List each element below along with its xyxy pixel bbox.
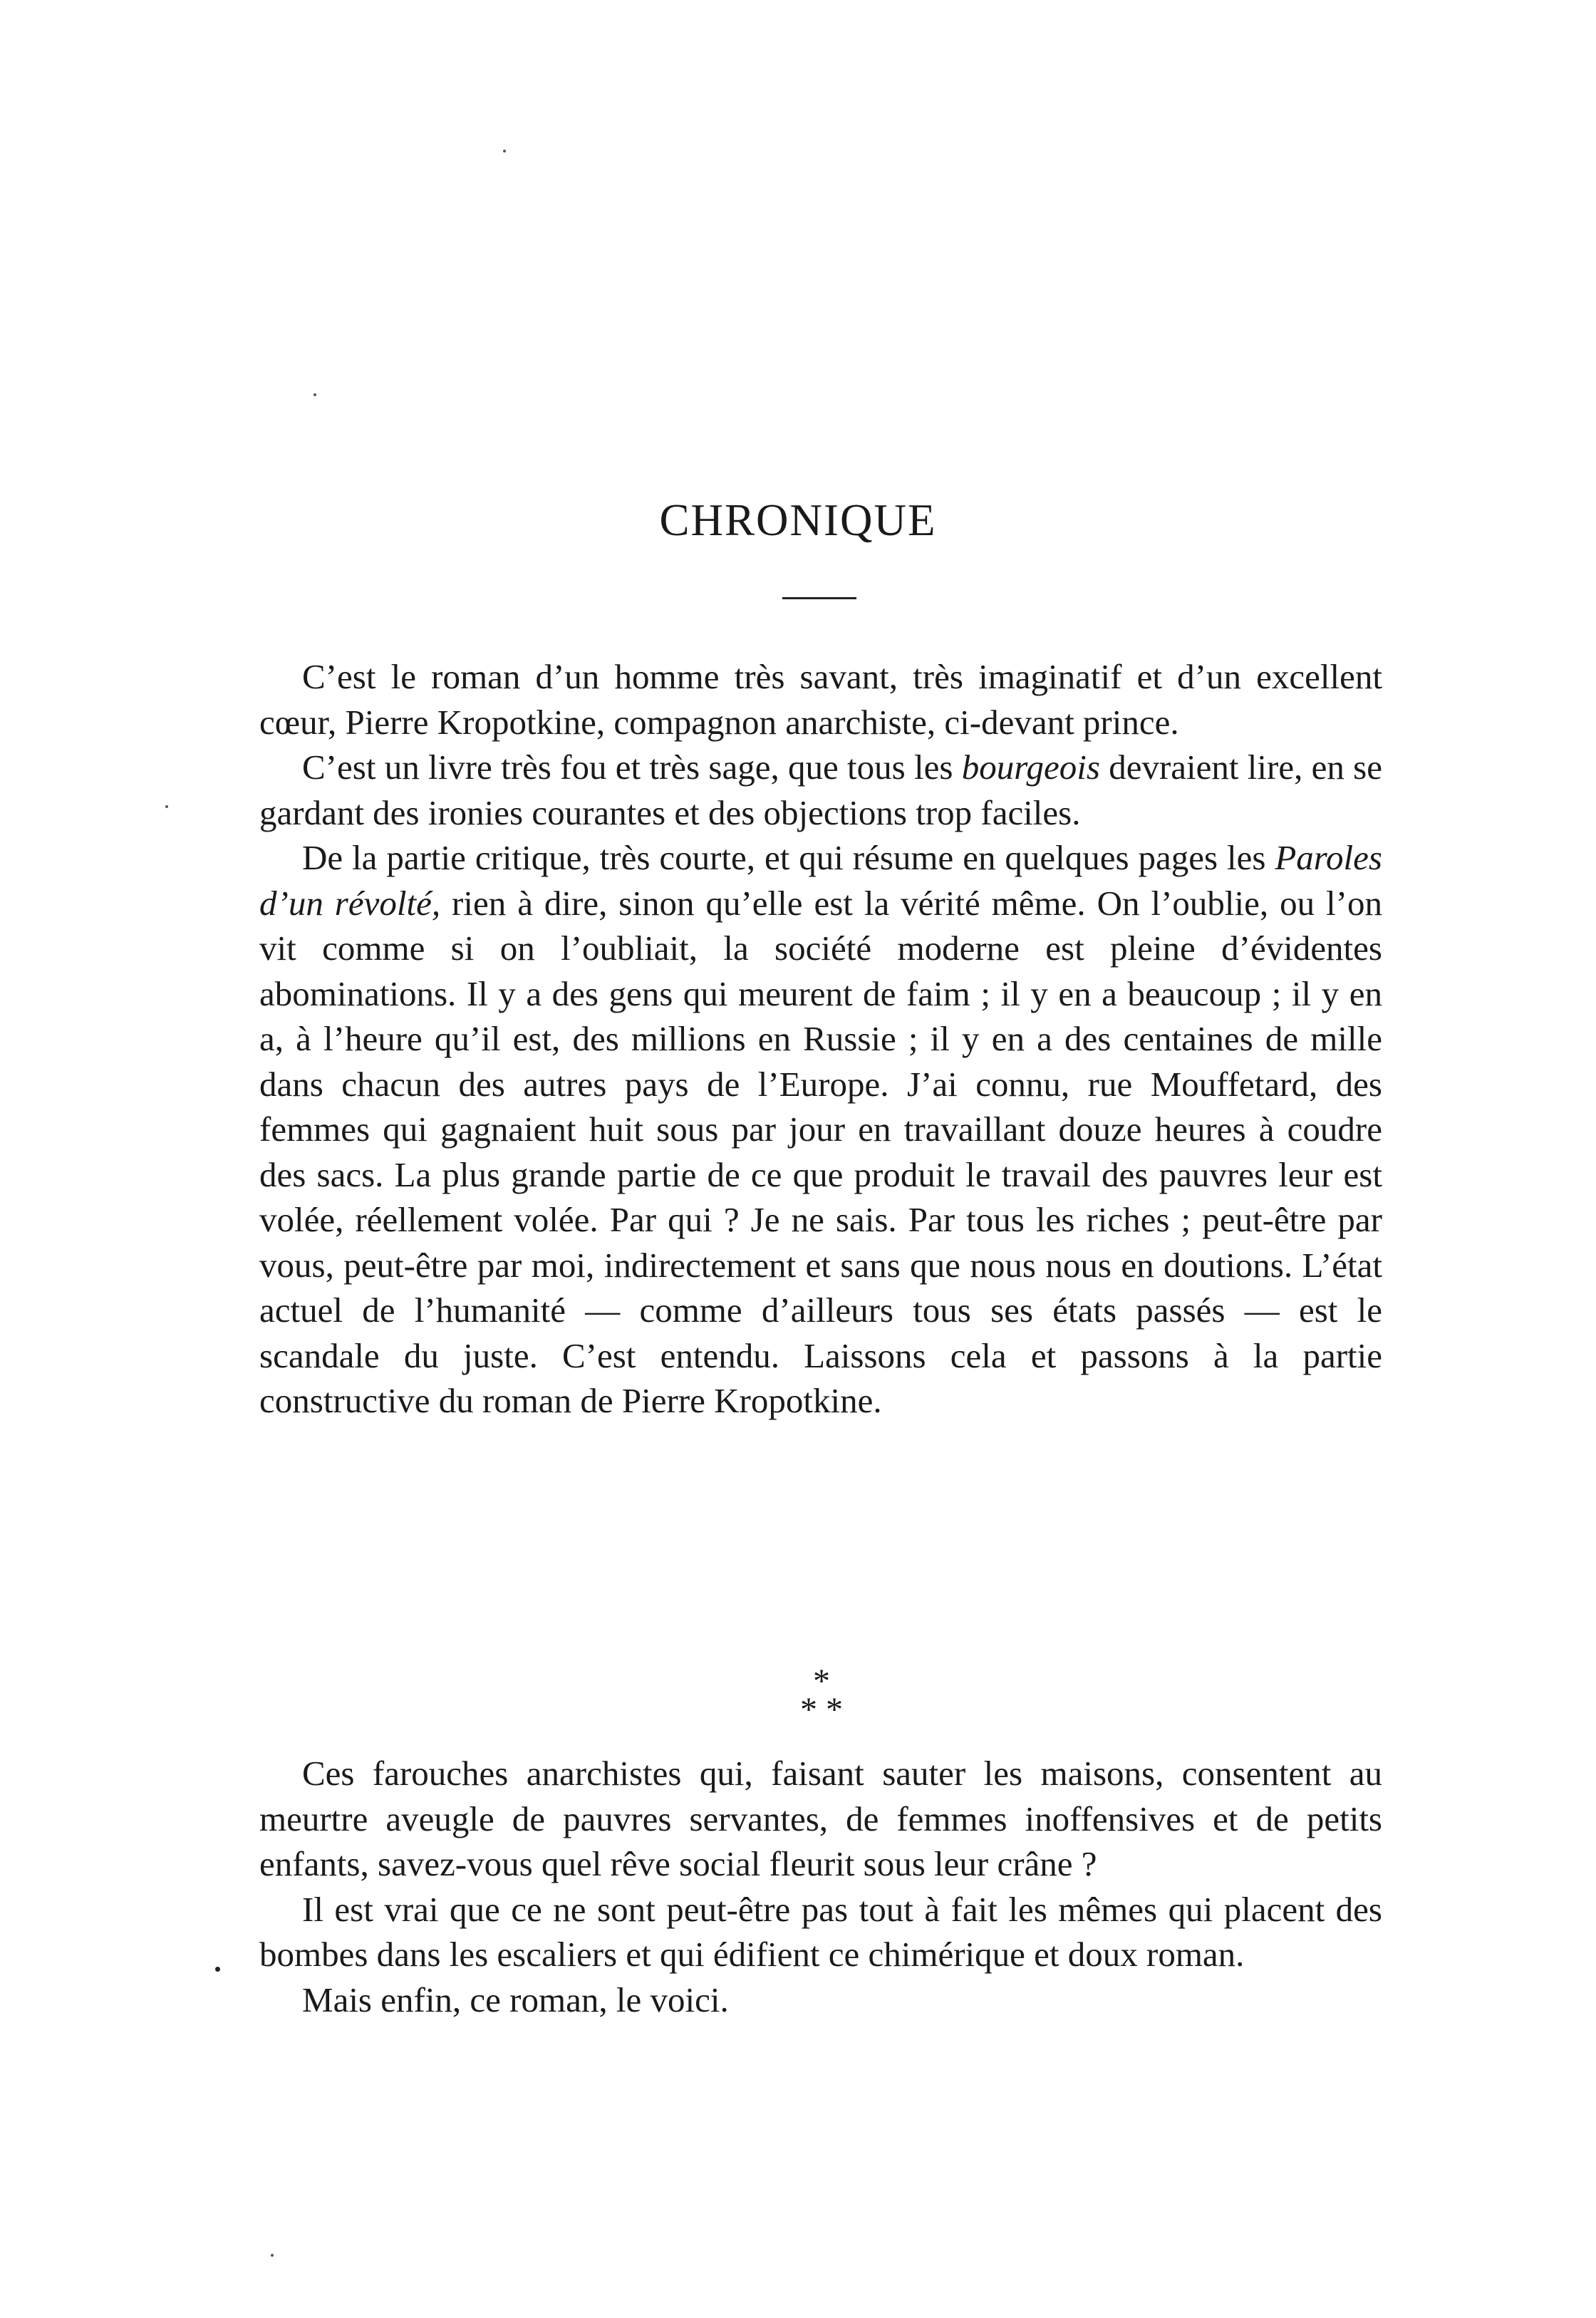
print-speck: [215, 1967, 220, 1972]
paragraph-text: devraient lire, en se gardant des ironies courantes et des objections trop faciles.: [259, 747, 1382, 832]
italic-title: Paroles d’un révolté,: [259, 838, 1382, 923]
section-1: [259, 654, 1382, 1424]
paragraph-text: C’est un livre très fou et très sage, que tous les: [302, 747, 962, 787]
print-speck: [271, 2254, 274, 2257]
section-2: [259, 1751, 1382, 2022]
print-speck: [503, 150, 506, 152]
chapter-title: CHRONIQUE: [659, 495, 937, 545]
paragraph-text: De la partie critique, très courte, et qui résume en quelques pages les: [302, 838, 1275, 877]
asterism-top: *: [813, 1662, 830, 1700]
paragraph: Ces farouches anarchistes qui, faisant sauter les maisons, consentent au meurtre aveugle de pauvres servantes, de femmes inoffensives et de petits enfants, savez-vous quel rêve social fleurit sous leur crâne ?: [259, 1754, 1382, 1883]
title-rule: [782, 597, 856, 599]
paragraph-text: rien à dire, sinon qu’elle est la vérité même. On l’oublie, ou l’on vit comme si on l’oubliait, la société moderne est pleine d’évidentes abominations. Il y a des gens qui meurent de faim ; il y en a beaucoup ; il y en a, à l’heure qu’il est, des millions en Russie ; il y en a des centaines de mille dans chacun des autres pays de l’Europe. J’ai connu, rue Mouffetard, des femmes qui gagnaient huit sous par jour en travaillant douze heures à coudre des sacs. La plus grande partie de ce que produit le travail des pauvres leur est volée, réellement volée. Par qui ? Je ne sais. Par tous les riches ; peut-être par vous, peut-être par moi, indirectement et sans que nous nous en doutions. L’état actuel de l’humanité — comme d’ailleurs tous ses états passés — est le scandale du juste. C’est entendu. Laissons cela et passons à la partie constructive du roman de Pierre Kropotkine.: [259, 883, 1382, 1420]
asterism-bottom: * *: [800, 1691, 843, 1729]
print-speck: [165, 805, 168, 808]
paragraph: Il est vrai que ce ne sont peut-être pas tout à fait les mêmes qui placent des bombes dans les escaliers et qui édifient ce chimérique et doux roman.: [259, 1889, 1382, 1974]
paragraph: Mais enfin, ce roman, le voici.: [302, 1980, 729, 2019]
asterism-separator: [786, 1662, 857, 1739]
paragraph: [259, 835, 1382, 1424]
print-speck: [314, 393, 316, 396]
paragraph: C’est le roman d’un homme très savant, très imaginatif et d’un excellent cœur, Pierre Kropotkine, compagnon anarchiste, ci-devant prince.: [259, 657, 1382, 742]
paragraph: [259, 745, 1382, 835]
italic-word: bourgeois: [961, 747, 1100, 787]
